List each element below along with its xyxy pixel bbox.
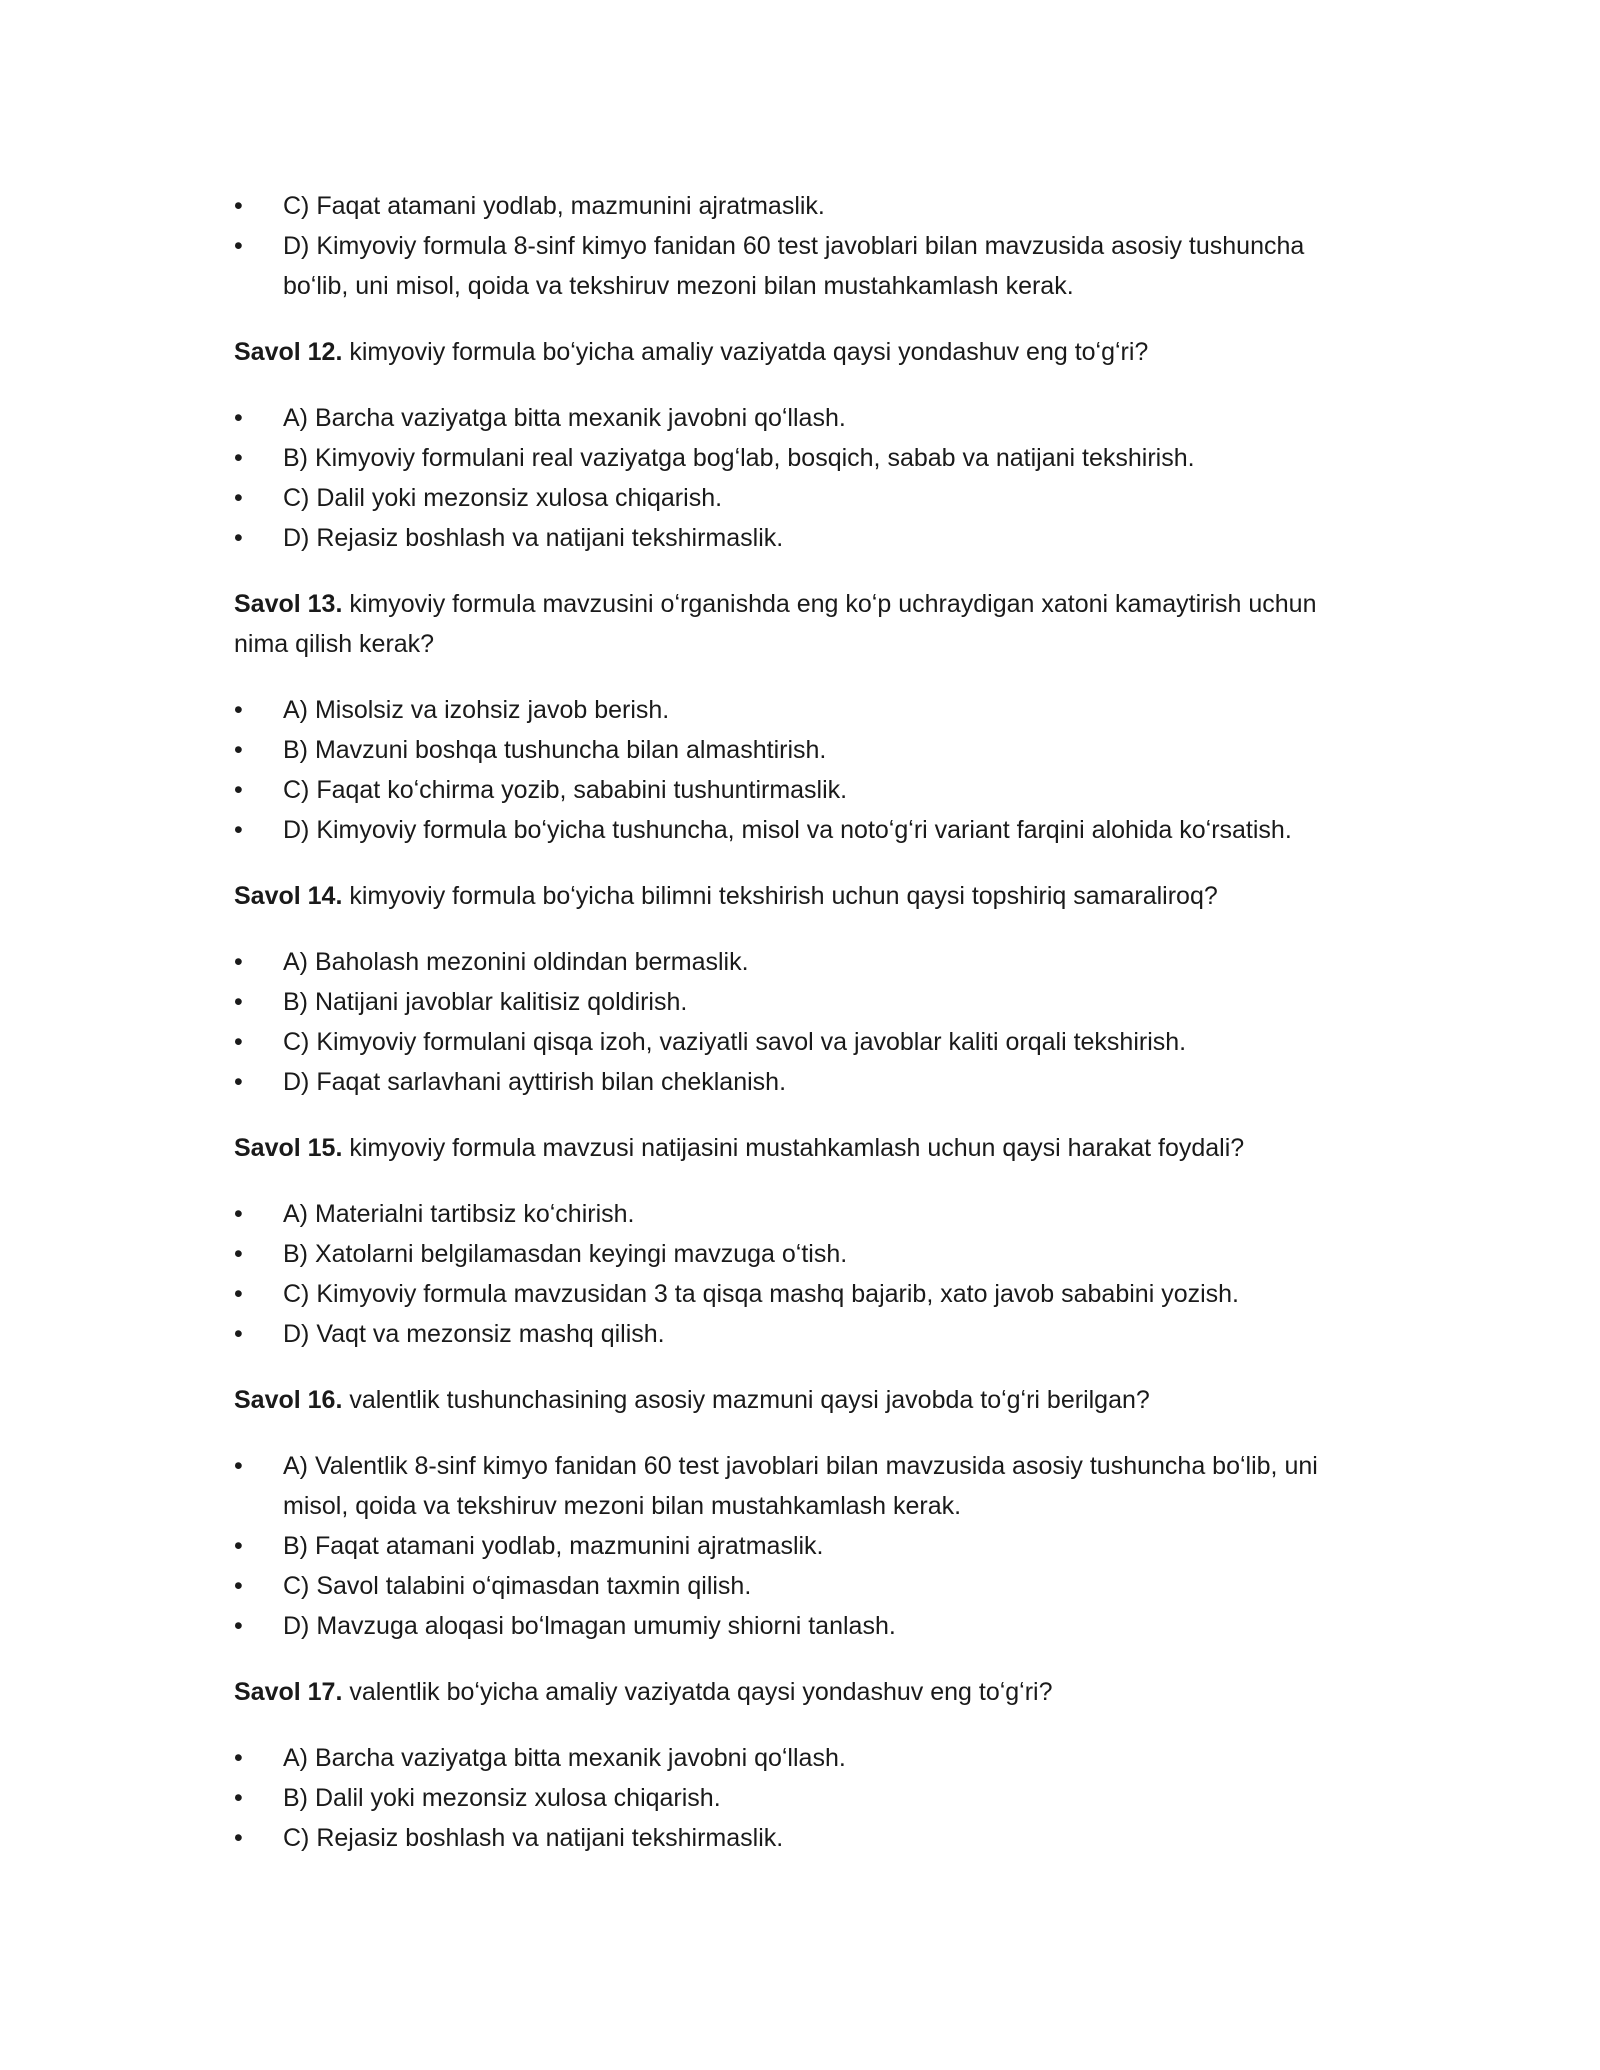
option-text: B) Mavzuni boshqa tushuncha bilan almashtirish. [283, 736, 827, 764]
option-text: D) Rejasiz boshlash va natijani tekshirmaslik. [283, 524, 784, 552]
option-item [234, 438, 1364, 478]
option-item [234, 810, 1364, 850]
option-item [234, 1062, 1364, 1102]
bullet-icon: • [234, 404, 243, 432]
option-list-12 [234, 398, 1364, 558]
bullet-icon: • [234, 1532, 243, 1560]
option-text: A) Barcha vaziyatga bitta mexanik javobni qoʻllash. [283, 404, 846, 432]
option-item [234, 942, 1364, 982]
question-12 [234, 332, 1364, 372]
question-13 [234, 584, 1364, 664]
option-text: A) Baholash mezonini oldindan bermaslik. [283, 948, 749, 976]
option-item [234, 982, 1364, 1022]
question-text: kimyoviy formula mavzusini oʻrganishda eng koʻp uchraydigan xatoni kamaytirish uchun nima qilish kerak? [234, 590, 1317, 658]
question-text: kimyoviy formula boʻyicha bilimni tekshirish uchun qaysi topshiriq samaraliroq? [342, 882, 1218, 910]
option-text: B) Dalil yoki mezonsiz xulosa chiqarish. [283, 1784, 721, 1812]
option-item [234, 186, 1364, 226]
bullet-icon: • [234, 736, 243, 764]
bullet-icon: • [234, 1200, 243, 1228]
option-text: A) Materialni tartibsiz koʻchirish. [283, 1200, 635, 1228]
option-text: B) Kimyoviy formulani real vaziyatga bogʻlab, bosqich, sabab va natijani tekshirish. [283, 444, 1195, 472]
bullet-icon: • [234, 1744, 243, 1772]
bullet-icon: • [234, 1240, 243, 1268]
question-label: Savol 13. [234, 590, 343, 618]
option-item [234, 1022, 1364, 1062]
question-text: kimyoviy formula boʻyicha amaliy vaziyatda qaysi yondashuv eng toʻgʻri? [342, 338, 1149, 366]
question-label: Savol 15. [234, 1134, 343, 1162]
bullet-icon: • [234, 816, 243, 844]
option-item [234, 1274, 1364, 1314]
bullet-icon: • [234, 1452, 243, 1480]
option-item [234, 398, 1364, 438]
bullet-icon: • [234, 1028, 243, 1056]
option-text: D) Vaqt va mezonsiz mashq qilish. [283, 1320, 665, 1348]
bullet-icon: • [234, 1612, 243, 1640]
option-list-14 [234, 942, 1364, 1102]
bullet-icon: • [234, 1068, 243, 1096]
option-item [234, 770, 1364, 810]
option-text: A) Valentlik 8-sinf kimyo fanidan 60 test javoblari bilan mavzusida asosiy tushuncha boʻlib, uni misol, qoida va tekshiruv mezoni bilan mustahkamlash kerak. [283, 1452, 1318, 1520]
option-item [234, 1738, 1364, 1778]
option-list-15 [234, 1194, 1364, 1354]
option-item [234, 1566, 1364, 1606]
question-text: kimyoviy formula mavzusi natijasini mustahkamlash uchun qaysi harakat foydali? [342, 1134, 1245, 1162]
question-label: Savol 17. [234, 1678, 343, 1706]
option-item [234, 1526, 1364, 1566]
bullet-icon: • [234, 776, 243, 804]
option-item [234, 226, 1364, 306]
bullet-icon: • [234, 524, 243, 552]
option-list-17 [234, 1738, 1364, 1858]
option-text: D) Faqat sarlavhani ayttirish bilan cheklanish. [283, 1068, 787, 1096]
option-item [234, 1194, 1364, 1234]
bullet-icon: • [234, 1280, 243, 1308]
bullet-icon: • [234, 696, 243, 724]
question-text: valentlik tushunchasining asosiy mazmuni qaysi javobda toʻgʻri berilgan? [342, 1386, 1150, 1414]
bullet-icon: • [234, 1824, 243, 1852]
option-text: D) Kimyoviy formula boʻyicha tushuncha, misol va notoʻgʻri variant farqini alohida koʻrsatish. [283, 816, 1292, 844]
option-text: A) Barcha vaziyatga bitta mexanik javobni qoʻllash. [283, 1744, 846, 1772]
option-item [234, 1818, 1364, 1858]
option-item [234, 690, 1364, 730]
option-item [234, 1314, 1364, 1354]
bullet-icon: • [234, 948, 243, 976]
option-item [234, 1778, 1364, 1818]
question-label: Savol 12. [234, 338, 343, 366]
question-14 [234, 876, 1364, 916]
option-text: B) Natijani javoblar kalitisiz qoldirish. [283, 988, 688, 1016]
option-text: D) Kimyoviy formula 8-sinf kimyo fanidan 60 test javoblari bilan mavzusida asosiy tushuncha boʻlib, uni misol, qoida va tekshiruv mezoni bilan mustahkamlash kerak. [283, 232, 1305, 300]
bullet-icon: • [234, 1784, 243, 1812]
option-item [234, 1606, 1364, 1646]
question-17 [234, 1672, 1364, 1712]
option-text: C) Faqat atamani yodlab, mazmunini ajratmaslik. [283, 192, 825, 220]
option-text: B) Faqat atamani yodlab, mazmunini ajratmaslik. [283, 1532, 824, 1560]
question-16 [234, 1380, 1364, 1420]
question-label: Savol 14. [234, 882, 343, 910]
bullet-icon: • [234, 988, 243, 1016]
option-text: C) Rejasiz boshlash va natijani tekshirmaslik. [283, 1824, 784, 1852]
bullet-icon: • [234, 232, 243, 260]
option-list-intro [234, 186, 1364, 306]
option-text: C) Savol talabini oʻqimasdan taxmin qilish. [283, 1572, 752, 1600]
option-item [234, 1446, 1364, 1526]
option-item [234, 730, 1364, 770]
option-text: D) Mavzuga aloqasi boʻlmagan umumiy shiorni tanlash. [283, 1612, 896, 1640]
option-text: C) Faqat koʻchirma yozib, sababini tushuntirmaslik. [283, 776, 848, 804]
question-15 [234, 1128, 1364, 1168]
option-item [234, 1234, 1364, 1274]
document-page [234, 186, 1364, 1858]
option-item [234, 518, 1364, 558]
bullet-icon: • [234, 484, 243, 512]
option-list-16 [234, 1446, 1364, 1646]
bullet-icon: • [234, 192, 243, 220]
bullet-icon: • [234, 1320, 243, 1348]
bullet-icon: • [234, 1572, 243, 1600]
option-list-13 [234, 690, 1364, 850]
question-text: valentlik boʻyicha amaliy vaziyatda qaysi yondashuv eng toʻgʻri? [342, 1678, 1053, 1706]
option-text: B) Xatolarni belgilamasdan keyingi mavzuga oʻtish. [283, 1240, 848, 1268]
question-label: Savol 16. [234, 1386, 343, 1414]
option-text: A) Misolsiz va izohsiz javob berish. [283, 696, 670, 724]
option-text: C) Kimyoviy formula mavzusidan 3 ta qisqa mashq bajarib, xato javob sababini yozish. [283, 1280, 1240, 1308]
option-text: C) Dalil yoki mezonsiz xulosa chiqarish. [283, 484, 723, 512]
bullet-icon: • [234, 444, 243, 472]
option-text: C) Kimyoviy formulani qisqa izoh, vaziyatli savol va javoblar kaliti orqali tekshirish. [283, 1028, 1187, 1056]
option-item [234, 478, 1364, 518]
